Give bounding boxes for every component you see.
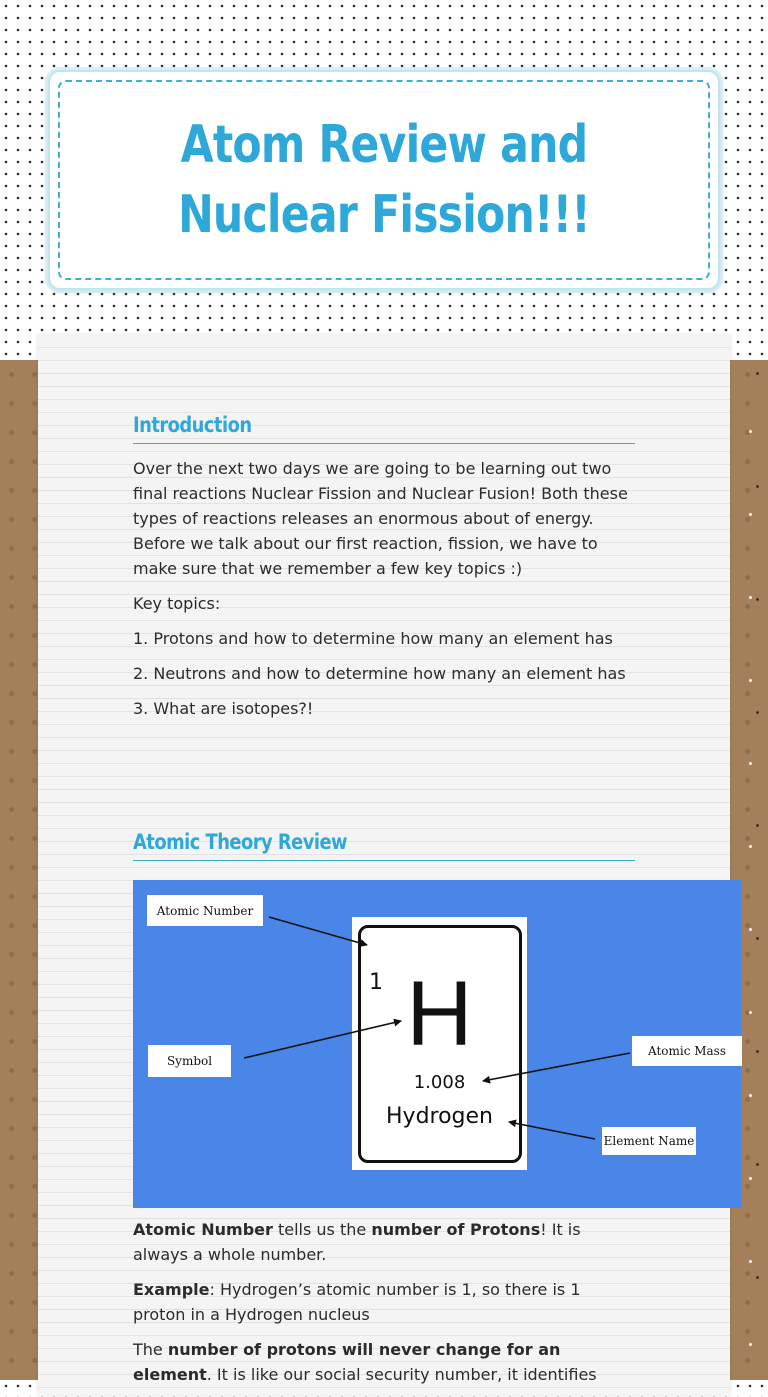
key-topic-2: 2. Neutrons and how to determine how many an element has [133,664,626,683]
arrow-atomic-number [269,917,367,945]
key-topic-3: 3. What are isotopes?! [133,699,314,718]
bold-term-protons: number of Protons [371,1220,541,1239]
atomic-number-text [133,1217,635,1397]
example-paragraph [133,1277,635,1327]
lined-paper [38,335,730,1395]
bold-term-example: Example [133,1280,210,1299]
title-card-inner-border [58,80,710,280]
key-topics-label: Key topics: [133,594,221,613]
bold-term-atomic-number: Atomic Number [133,1220,273,1239]
diagram-arrows [133,880,741,1208]
label-element-name: Element Name [602,1127,696,1155]
label-atomic-mass: Atomic Mass [632,1036,742,1066]
text-part: ! It is always a whole number. [133,1220,581,1264]
atomic-review-heading-wrap [133,830,635,861]
element-name: Hydrogen [386,1104,493,1129]
title-card [48,70,720,290]
periodic-element-diagram [133,880,741,1208]
introduction-paragraph: Over the next two days we are going to be learning out two final reactions Nuclear Fission and Nuclear Fusion! Both these types of reactions releases an enormous about of energy. Before we talk about our first reaction, fission, we have to make sure that we remember a few key topics :) [133,459,628,578]
introduction-section [133,413,635,731]
atomic-number-paragraph [133,1217,635,1267]
text-part: . It is like our social security number, it identifies [206,1365,597,1384]
bold-term-protons-never-change: number of protons will never change for an element [133,1340,561,1384]
atomic-review-heading: Atomic Theory Review [133,830,348,854]
element-atomic-number: 1 [369,970,383,995]
element-atomic-mass: 1.008 [413,1072,466,1093]
page-title: Atom Review and Nuclear Fission!!! [178,115,590,245]
label-symbol: Symbol [148,1045,231,1077]
arrow-element-name [509,1122,595,1139]
key-topic-1: 1. Protons and how to determine how many an element has [133,629,613,648]
text-part: : Hydrogen’s atomic number is 1, so there is 1 proton in a Hydrogen nucleus [133,1280,581,1324]
text-part: The [133,1340,168,1359]
element-symbol: H [406,963,473,1065]
introduction-heading: Introduction [133,413,252,437]
arrow-atomic-mass [483,1053,630,1081]
introduction-heading-wrap [133,413,635,444]
atomic-review-section [133,830,635,861]
label-atomic-number: Atomic Number [147,895,263,926]
text-part: tells us the [272,1220,372,1239]
arrow-symbol [244,1021,401,1058]
